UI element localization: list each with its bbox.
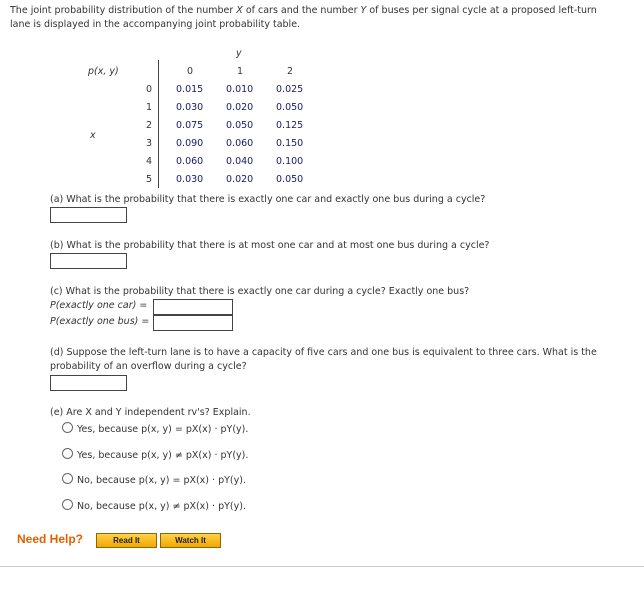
table-cell: 0.050: [226, 120, 254, 131]
intro-text-3: of buses per signal cycle at a proposed left-turn: [366, 5, 597, 16]
watch-it-button[interactable]: Watch It: [160, 533, 221, 548]
y-header-label: y: [236, 48, 242, 59]
question-b: (b) What is the probability that there is at most one car and at most one bus during a cycle?: [50, 240, 490, 251]
radio-icon[interactable]: [62, 473, 73, 484]
need-help-label: Need Help?: [17, 532, 84, 546]
table-cell: 0.075: [176, 120, 204, 131]
option-yes-not-equal[interactable]: Yes, because p(x, y) ≠ pX(x) · pY(y).: [62, 448, 248, 461]
table-cell: 0.010: [226, 84, 254, 95]
question-d-line2: probability of an overflow during a cycle?: [50, 361, 247, 372]
radio-icon[interactable]: [62, 499, 73, 510]
x-value-0: 0: [146, 84, 153, 95]
table-cell: 0.100: [276, 156, 304, 167]
question-c: (c) What is the probability that there is exactly one car during a cycle? Exactly one bus?: [50, 286, 470, 297]
read-it-button[interactable]: Read It: [96, 533, 157, 548]
p-xy-label: p(x, y): [88, 66, 119, 77]
table-cell: 0.040: [226, 156, 254, 167]
table-cell: 0.090: [176, 138, 204, 149]
x-value-1: 1: [146, 102, 153, 113]
option-yes-equal[interactable]: Yes, because p(x, y) = pX(x) · pY(y).: [62, 422, 248, 435]
answer-d-input[interactable]: [50, 375, 127, 391]
footer-divider: [0, 566, 644, 567]
intro-text-2: of cars and the number: [242, 5, 361, 16]
x-value-2: 2: [146, 120, 153, 131]
answer-b-input[interactable]: [50, 253, 127, 269]
table-cell: 0.050: [276, 102, 304, 113]
radio-icon[interactable]: [62, 422, 73, 433]
question-a: (a) What is the probability that there is exactly one car and exactly one bus during a cycle?: [50, 194, 486, 205]
table-cell: 0.030: [176, 174, 204, 185]
exactly-one-bus-input[interactable]: [153, 315, 233, 331]
intro-text-4: lane is displayed in the accompanying joint probability table.: [10, 19, 301, 30]
option-no-equal[interactable]: No, because p(x, y) = pX(x) · pY(y).: [62, 473, 246, 486]
question-d-line1: (d) Suppose the left-turn lane is to have a capacity of five cars and one bus is equivalent to three cars. What is the: [50, 347, 597, 358]
radio-icon[interactable]: [62, 448, 73, 459]
y-value-1: 1: [237, 66, 244, 77]
y-variable: Y: [360, 5, 367, 16]
table-divider: [158, 60, 159, 188]
exactly-one-car-input[interactable]: [153, 299, 233, 315]
table-cell: 0.150: [276, 138, 304, 149]
option-no-not-equal[interactable]: No, because p(x, y) ≠ pX(x) · pY(y).: [62, 499, 246, 512]
table-cell: 0.015: [176, 84, 204, 95]
x-variable: X: [236, 5, 243, 16]
answer-a-input[interactable]: [50, 207, 127, 223]
table-cell: 0.060: [226, 138, 254, 149]
table-cell: 0.030: [176, 102, 204, 113]
y-value-0: 0: [187, 66, 194, 77]
x-value-4: 4: [146, 156, 153, 167]
x-axis-label: x: [90, 130, 96, 141]
x-value-5: 5: [146, 174, 153, 185]
question-e: (e) Are X and Y independent rv's? Explain.: [50, 407, 251, 418]
y-value-2: 2: [287, 66, 294, 77]
exactly-one-car-label: P(exactly one car) =: [50, 300, 148, 311]
table-cell: 0.060: [176, 156, 204, 167]
intro-text-1: The joint probability distribution of the number: [10, 5, 237, 16]
table-cell: 0.020: [226, 102, 254, 113]
table-cell: 0.050: [276, 174, 304, 185]
problem-intro: [10, 4, 630, 32]
table-cell: 0.025: [276, 84, 304, 95]
table-cell: 0.125: [276, 120, 304, 131]
table-cell: 0.020: [226, 174, 254, 185]
exactly-one-bus-label: P(exactly one bus) =: [50, 316, 150, 327]
x-value-3: 3: [146, 138, 153, 149]
